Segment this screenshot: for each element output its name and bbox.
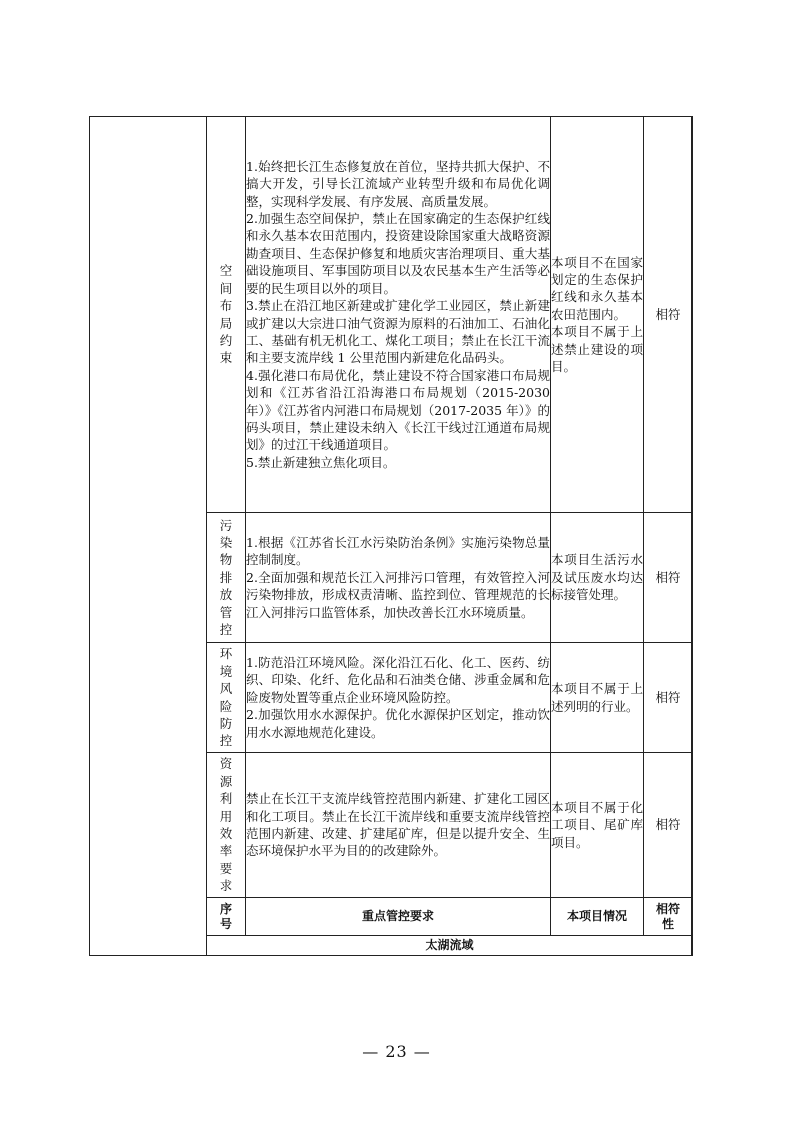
project-situation-cell: 本项目生活污水及试压废水均达标接管处理。: [551, 513, 644, 643]
header-requirement: 重点管控要求: [246, 898, 551, 936]
compliance-table: [206, 116, 693, 956]
requirement-text: 禁止在长江干支流岸线管控范围内新建、扩建化工园区和化工项目。禁止在长江干流岸线和重要支流岸线管控范围内新建、改建、扩建尾矿库，但是以提升安全、生态环境保护水平为目的的改建除外。: [246, 791, 550, 859]
basin-row: [207, 936, 693, 956]
requirement-text: 2.全面加强和规范长江入河排污口管理，有效管控入河污染物排放，形成权责清晰、监控到位、管理规范的长江入河排污口监管体系，加快改善长江水环境质量。: [246, 569, 550, 620]
conformity-cell: 相符: [644, 117, 693, 513]
table-row: [207, 643, 693, 753]
table-row: [207, 117, 693, 513]
header-conformity: 相符性: [644, 898, 693, 936]
project-situation-cell: 本项目不属于化工项目、尾矿库项目。: [551, 753, 644, 898]
conformity-cell: 相符: [644, 643, 693, 753]
table-header-row: [207, 898, 693, 936]
requirement-text: 1.防范沿江环境风险。深化沿江石化、化工、医药、纺织、印染、化纤、危化品和石油类仓储、涉重金属和危险废物处置等重点企业环境风险防控。: [246, 654, 550, 705]
requirement-text: 4.强化港口布局优化，禁止建设不符合国家港口布局规划和《江苏省沿江沿海港口布局规划（2015-2030 年）》《江苏省内河港口布局规划（2017-2035 年）》的码头项目，禁止建设未纳入《长江干线过江通道布局规划》的过江干线通道项目。: [246, 367, 550, 453]
conformity-cell: 相符: [644, 513, 693, 643]
requirements-cell: [246, 643, 551, 753]
category-cell: 资源利用效率要求: [207, 753, 246, 898]
table-row: [207, 753, 693, 898]
category-cell: 污染物排放管控: [207, 513, 246, 643]
requirement-text: 1.根据《江苏省长江水污染防治条例》实施污染物总量控制制度。: [246, 534, 550, 568]
basin-label: 太湖流域: [207, 936, 693, 956]
requirements-cell: [246, 117, 551, 513]
table-row: [207, 513, 693, 643]
conformity-cell: 相符: [644, 753, 693, 898]
project-situation-cell: 本项目不在国家划定的生态保护红线和永久基本农田范围内。 本项目不属于上述禁止建设的项目。: [551, 117, 644, 513]
page-number: — 23 —: [362, 1042, 431, 1061]
header-no: 序号: [207, 898, 246, 936]
requirement-text: 2.加强生态空间保护，禁止在国家确定的生态保护红线和永久基本农田范围内，投资建设除国家重大战略资源勘查项目、生态保护修复和地质灾害治理项目、重大基础设施项目、军事国防项目以及农民基本生产生活等必要的民生项目以外的项目。: [246, 211, 550, 296]
requirements-cell: [246, 513, 551, 643]
category-cell: 空间布局约束: [207, 117, 246, 513]
requirement-text: 1.始终把长江生态修复放在首位，坚持共抓大保护、不搞大开发，引导长江流域产业转型升级和布局优化调整，实现科学发展、有序发展、高质量发展。: [246, 158, 550, 209]
category-cell: 环境风险防控: [207, 643, 246, 753]
requirement-text: 5.禁止新建独立焦化项目。: [246, 454, 396, 470]
header-situation: 本项目情况: [551, 898, 644, 936]
requirement-text: 3.禁止在沿江地区新建或扩建化学工业园区，禁止新建或扩建以大宗进口油气资源为原料的石油加工、石油化工、基础有机无机化工、煤化工项目；禁止在长江干流和主要支流岸线 1 公里范围内新建危化品码头。: [246, 298, 550, 366]
requirements-cell: [246, 753, 551, 898]
requirement-text: 2.加强饮用水水源保护。优化水源保护区划定，推动饮用水水源地规范化建设。: [246, 707, 550, 740]
project-situation-cell: 本项目不属于上述列明的行业。: [551, 643, 644, 753]
